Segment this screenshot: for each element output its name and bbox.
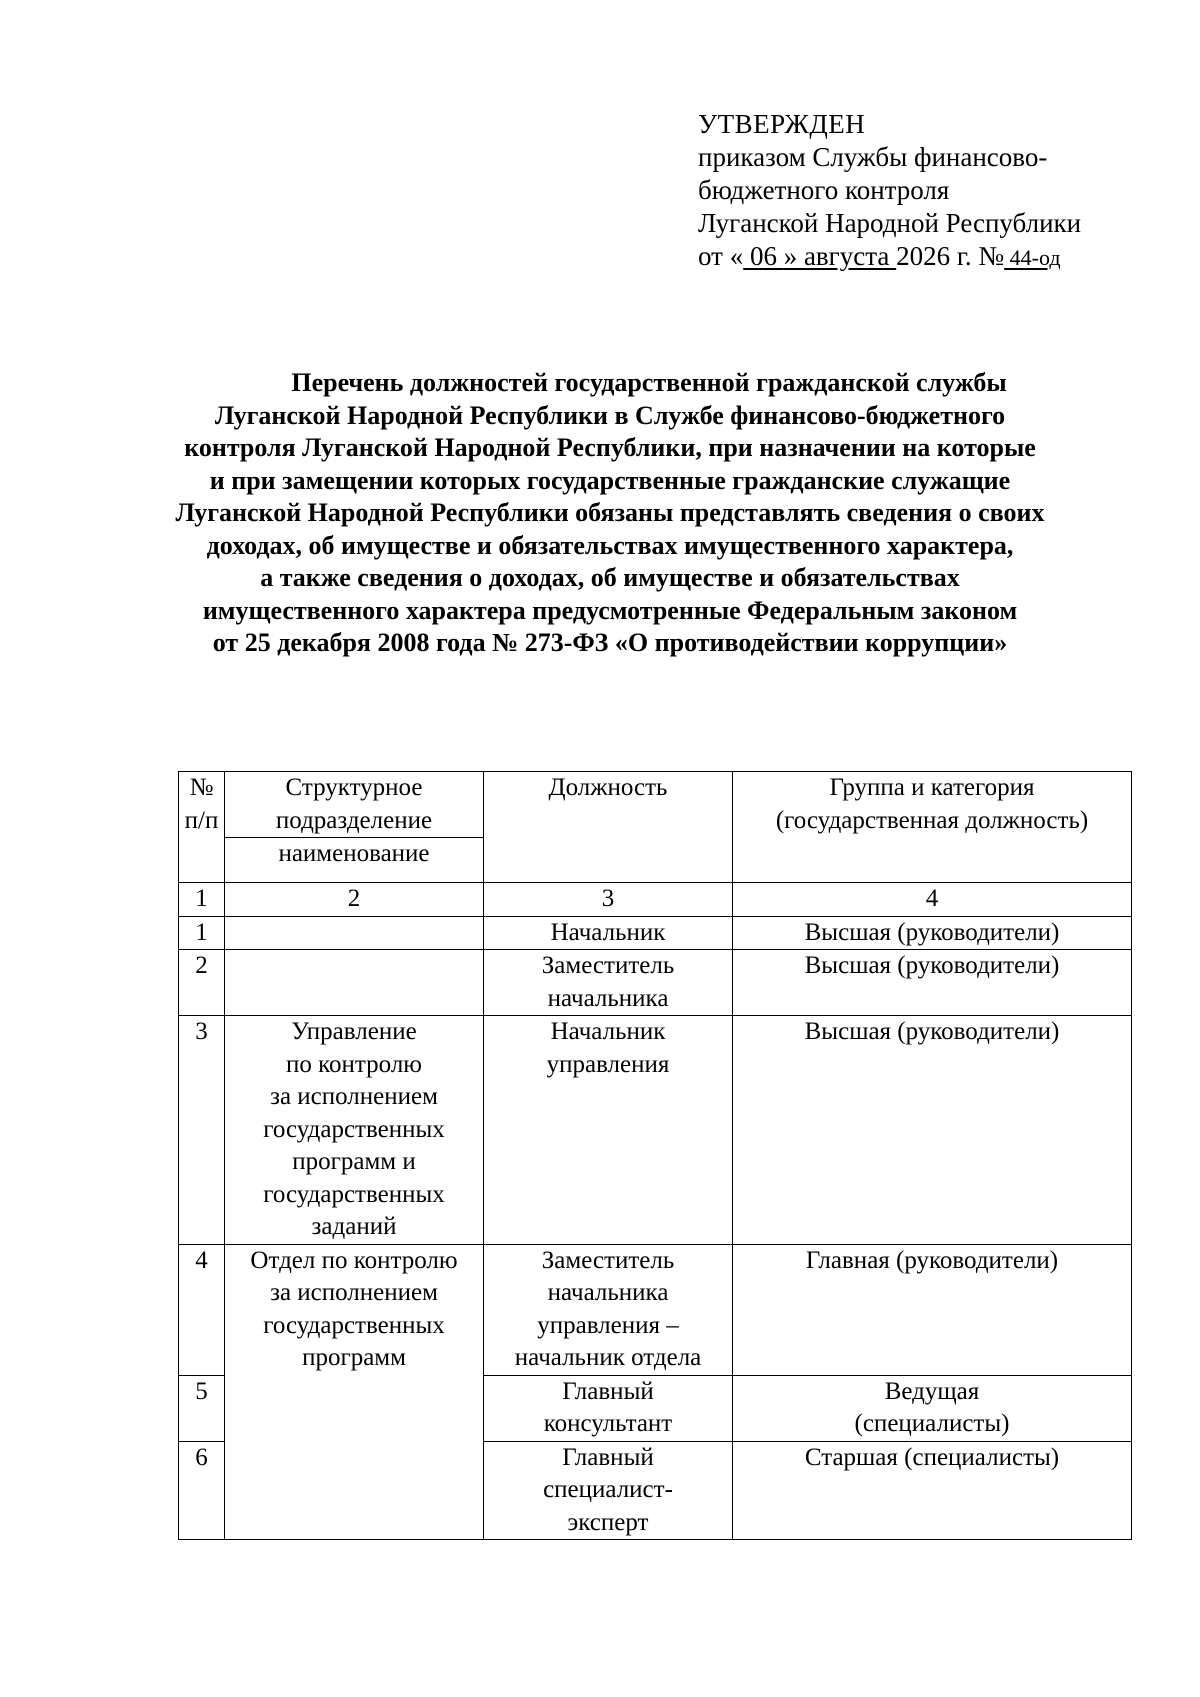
row-num: 2	[179, 950, 225, 1016]
positions-table	[178, 771, 1132, 1540]
row-position: Начальник	[484, 916, 733, 950]
header-group: Группа и категория (государственная должность)	[733, 772, 1132, 883]
title-line: контроля Луганской Народной Республики, при назначении на которые	[184, 433, 1036, 462]
date-mid: »	[783, 241, 804, 271]
col-number: 3	[484, 883, 733, 917]
row-group: Высшая (руководители)	[733, 916, 1132, 950]
date-month: августа	[803, 241, 897, 271]
row-position: Заместитель начальника	[484, 950, 733, 1016]
title-line: и при замещении которых государственные гражданские служащие	[209, 465, 1011, 495]
row-position: Заместитель начальника управления – начальник отдела	[484, 1244, 733, 1375]
approval-heading: УТВЕРЖДЕН	[698, 109, 866, 139]
row-unit: Отдел по контролю за исполнением государственных программ	[225, 1244, 484, 1540]
approval-block	[698, 108, 1168, 274]
title-line: доходах, об имуществе и обязательствах имущественного характера,	[206, 530, 1014, 560]
table-header-row	[179, 772, 1132, 838]
date-prefix: от «	[698, 241, 744, 271]
header-unit-name: наименование	[225, 838, 484, 883]
table-row	[179, 916, 1132, 950]
row-num: 1	[179, 916, 225, 950]
table-row	[179, 1244, 1132, 1375]
row-position: Главный специалист- эксперт	[484, 1441, 733, 1540]
row-position: Главный консультант	[484, 1375, 733, 1441]
date-day: 06	[743, 241, 784, 271]
document-title	[150, 367, 1070, 660]
title-line: имущественного характера предусмотренные Федеральным законом	[202, 595, 1018, 625]
row-position: Начальник управления	[484, 1016, 733, 1245]
row-unit	[225, 916, 484, 950]
row-num: 5	[179, 1375, 225, 1441]
header-unit: Структурное подразделение	[225, 772, 484, 838]
col-number: 1	[179, 883, 225, 917]
title-line: Перечень должностей государственной гражданской службы	[291, 368, 1007, 397]
approval-line-order: приказом Службы финансово-	[698, 142, 1048, 172]
approval-line-republic: Луганской Народной Республики	[698, 208, 1082, 238]
order-number: 44-од	[1004, 245, 1061, 270]
row-group: Высшая (руководители)	[733, 1016, 1132, 1245]
row-num: 4	[179, 1244, 225, 1375]
row-num: 6	[179, 1441, 225, 1540]
row-group: Главная (руководители)	[733, 1244, 1132, 1375]
table-row	[179, 1016, 1132, 1245]
row-group: Старшая (специалисты)	[733, 1441, 1132, 1540]
col-number: 2	[225, 883, 484, 917]
row-group: Высшая (руководители)	[733, 950, 1132, 1016]
row-unit: Управление по контролю за исполнением государственных программ и государственных заданий	[225, 1016, 484, 1245]
header-num: № п/п	[179, 772, 225, 883]
title-line: Луганской Народной Республики в Службе финансово-бюджетного	[214, 400, 1006, 430]
header-position: Должность	[484, 772, 733, 883]
approval-date-line	[698, 240, 1168, 274]
approval-line-control: бюджетного контроля	[698, 175, 950, 205]
title-line: от 25 декабря 2008 года № 273-ФЗ «О противодействии коррупции»	[212, 628, 1008, 657]
row-unit	[225, 950, 484, 1016]
col-number: 4	[733, 883, 1132, 917]
title-line: а также сведения о доходах, об имуществе и обязательствах	[260, 563, 960, 592]
title-line: Луганской Народной Республики обязаны представлять сведения о своих	[175, 498, 1045, 527]
date-year: 2026 г. №	[896, 241, 1005, 271]
table-row	[179, 950, 1132, 1016]
column-number-row	[179, 883, 1132, 917]
row-num: 3	[179, 1016, 225, 1245]
row-group: Ведущая (специалисты)	[733, 1375, 1132, 1441]
